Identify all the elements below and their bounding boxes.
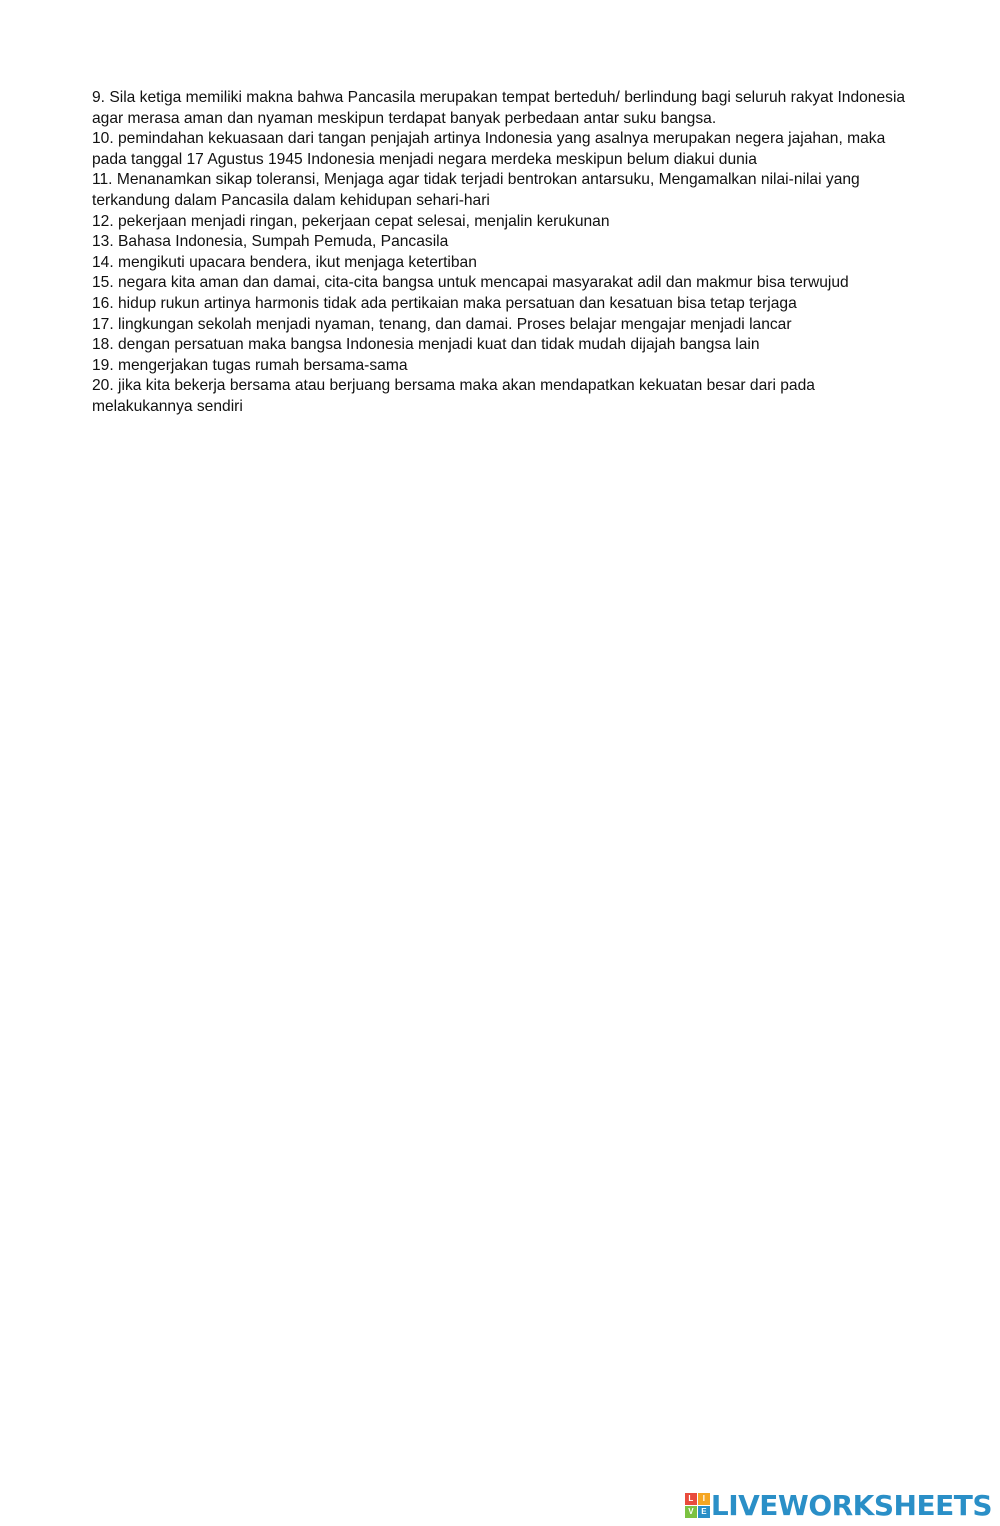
answer-14: 14. mengikuti upacara bendera, ikut menjaga ketertiban [92, 253, 477, 271]
answer-16: 16. hidup rukun artinya harmonis tidak ada pertikaian maka persatuan dan kesatuan bisa tetap terjaga [92, 294, 797, 312]
answer-12: 12. pekerjaan menjadi ringan, pekerjaan cepat selesai, menjalin kerukunan [92, 212, 610, 230]
liveworksheets-brand[interactable] [685, 1490, 992, 1520]
logo-letter-v: V [685, 1506, 697, 1518]
liveworksheets-logo-icon [685, 1493, 709, 1517]
liveworksheets-wordmark: LIVEWORKSHEETS [710, 1488, 992, 1522]
answer-13: 13. Bahasa Indonesia, Sumpah Pemuda, Pancasila [92, 233, 449, 251]
answer-9: 9. Sila ketiga memiliki makna bahwa Pancasila merupakan tempat berteduh/ berlindung bagi seluruh rakyat Indonesia agar merasa aman dan nyaman meskipun terdapat banyak perbedaan antar suku bangsa. [92, 89, 906, 127]
logo-letter-l: L [685, 1493, 697, 1505]
answer-15: 15. negara kita aman dan damai, cita-cita bangsa untuk mencapai masyarakat adil dan makmur bisa terwujud [92, 274, 849, 292]
answer-18: 18. dengan persatuan maka bangsa Indonesia menjadi kuat dan tidak mudah dijajah bangsa lain [92, 336, 760, 354]
answer-11: 11. Menanamkan sikap toleransi, Menjaga agar tidak terjadi bentrokan antarsuku, Mengamalkan nilai-nilai yang terkandung dalam Pancasila dalam kehidupan sehari-hari [92, 171, 860, 209]
answer-20: 20. jika kita bekerja bersama atau berjuang bersama maka akan mendapatkan kekuatan besar dari pada melakukannya sendiri [92, 377, 815, 415]
answer-19: 19. mengerjakan tugas rumah bersama-sama [92, 356, 408, 374]
logo-letter-i: I [698, 1493, 710, 1505]
answer-17: 17. lingkungan sekolah menjadi nyaman, tenang, dan damai. Proses belajar mengajar menjadi lancar [92, 315, 792, 333]
answer-10: 10. pemindahan kekuasaan dari tangan penjajah artinya Indonesia yang asalnya merupakan negera jajahan, maka pada tanggal 17 Agustus 1945 Indonesia menjadi negara merdeka meskipun belum diakui dunia [92, 130, 886, 168]
answer-list [92, 88, 907, 418]
logo-letter-e: E [698, 1506, 710, 1518]
